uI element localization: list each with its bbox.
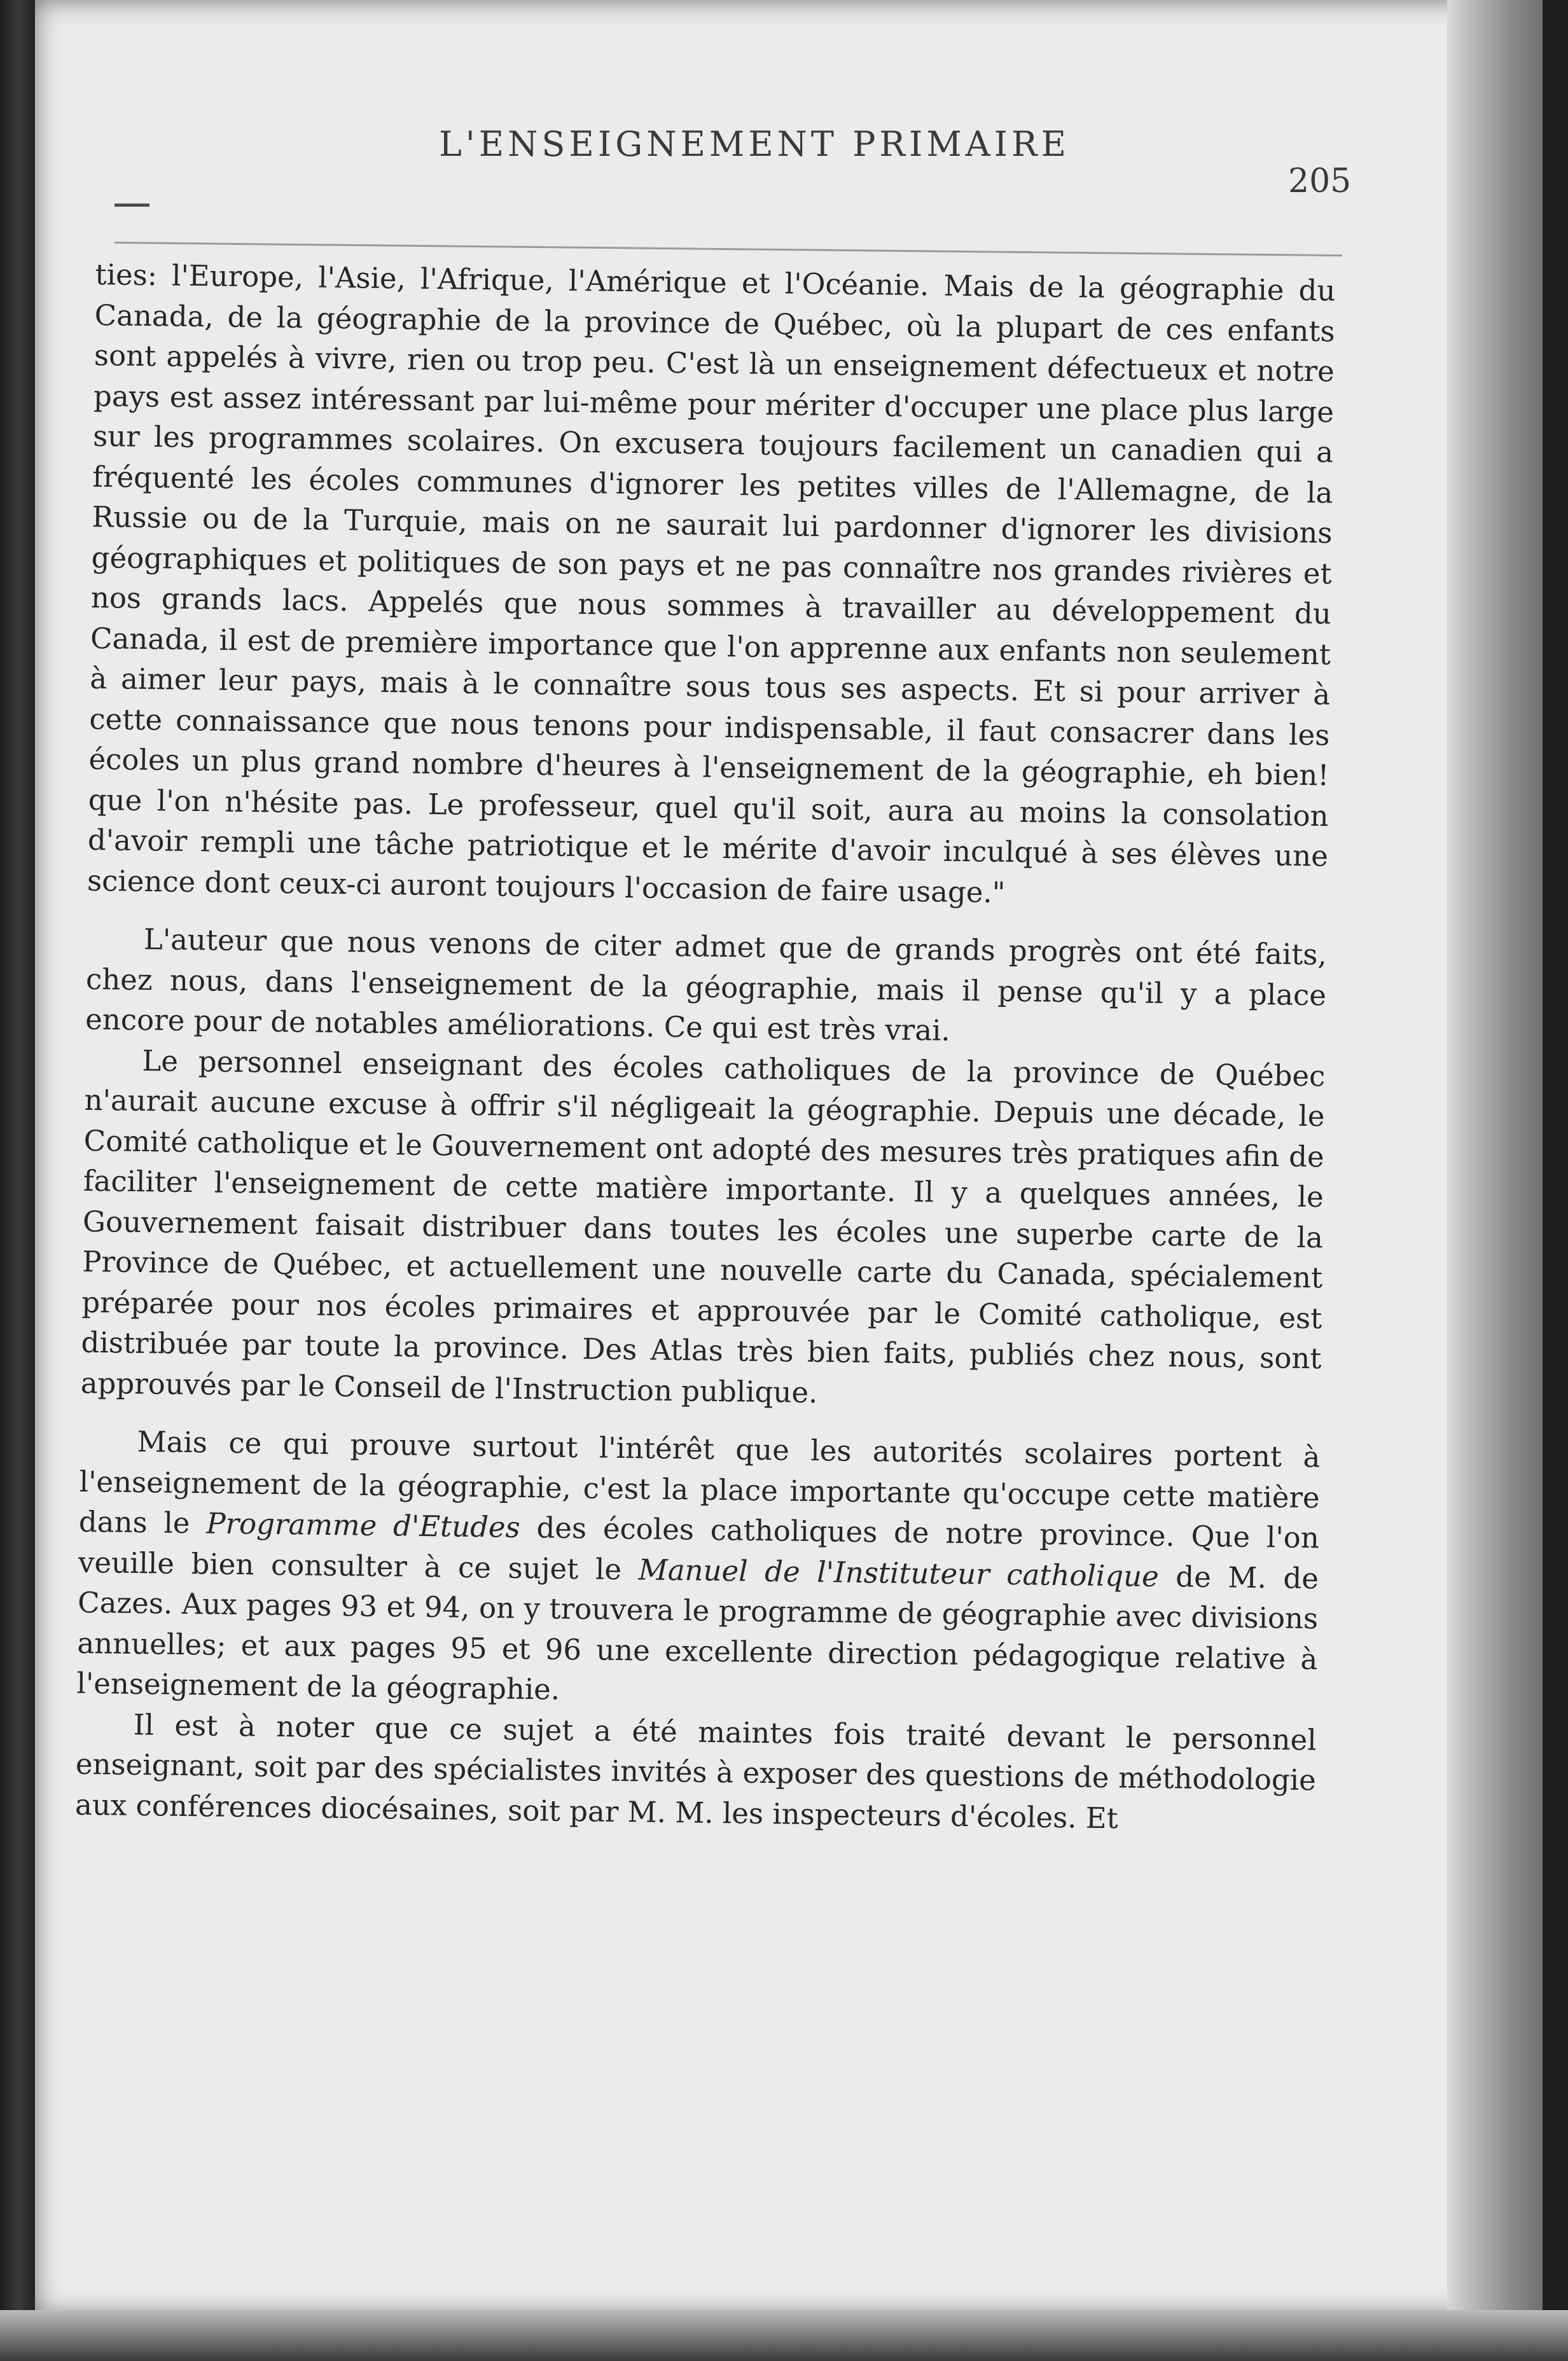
running-header: L'ENSEIGNEMENT PRIMAIRE <box>439 124 1071 164</box>
paragraph-continued-quote: ties: l'Europe, l'Asie, l'Afrique, l'Amérique et l'Océanie. Mais de la géographie du Canada, de la géographie de la province de Québec, où la plupart de ces enfants sont appelés à vivre, rien ou trop peu. C'est là un enseignement défectueux et notre pays est assez intéressant par lui-même pour mériter d'occuper une place plus large sur les programmes scolaires. On excusera toujours facilement un canadien qui a fréquenté les écoles communes d'ignorer les petites villes de l'Allemagne, de la Russie ou de la Turquie, mais on ne saurait lui pardonner d'ignorer les divisions géographiques et politiques de son pays et ne pas connaître nos grandes rivières et nos grands lacs. Appelés que nous sommes à travailler au développement du Canada, il est de première importance que l'on apprenne aux enfants non seulement à aimer leur pays, mais à le connaître sous tous ses aspects. Et si pour arriver à cette connaissance que nous tenons pour indispensable, il faut consacrer dans les écoles un plus grand nombre d'heures à l'enseignement de la géographie, eh bien! que l'on n'hésite pas. Le professeur, quel qu'il soit, aura au moins la consolation d'avoir rempli une tâche patriotique et le mérite d'avoir inculqué à ses élèves une science dont ceux-ci auront toujours l'occasion de faire usage." <box>87 257 1336 910</box>
paragraph-programme <box>76 1421 1321 1720</box>
programme-title: Programme d'Etudes <box>205 1506 521 1544</box>
manuel-title: Manuel de l'Instituteur catholique <box>638 1552 1160 1593</box>
body-text <box>75 254 1336 1841</box>
page-number: 205 <box>1288 162 1352 200</box>
bottom-shadow <box>0 2310 1568 2361</box>
programme-text-1: Mais ce qui prouve surtout l'intérêt que les autorités scolaires portent à l'enseignement de la géographie, c'est la place importante qu'occupe cette matière dans le <box>78 1425 1321 1541</box>
page-edge-shadow <box>1447 0 1543 2315</box>
paragraph-personnel: Le personnel enseignant des écoles catholiques de la province de Québec n'aurait aucune excuse à offrir s'il négligeait la géographie. Depuis une décade, le Comité catholique et le Gouvernement ont adopté des mesures très pratiques afin de faciliter l'enseignement de cette matière importante. Il y a quelques années, le Gouvernement faisait distribuer dans toutes les écoles une superbe carte de la Province de Québec, et actuellement une nouvelle carte du Canada, spécialement préparée pour nos écoles primaires et approuvée par le Comité catholique, est distribuée par toute la province. Des Atlas très bien faits, publiés chez nous, sont approuvés par le Conseil de l'Instruction publique. <box>80 1043 1326 1409</box>
header-rule-mark <box>114 204 149 207</box>
programme-text-3: de M. de Cazes. Aux pages 93 et 94, on y trouvera le programme de géographie avec divisions annuelles; et aux pages 95 et 96 une excellente direction pédagogique relative à l'enseignement de la géographie. <box>76 1559 1319 1707</box>
programme-text-2: des écoles catholiques de notre province. Que l'on veuille bien consulter à ce sujet le <box>78 1510 1320 1586</box>
paragraph-author-comment: L'auteur que nous venons de citer admet que de grands progrès ont été faits, chez nous, dans l'enseignement de la géographie, mais il pense qu'il y a place encore pour de notables améliorations. Ce qui est très vrai. <box>85 922 1328 1048</box>
paragraph-conferences: Il est à noter que ce sujet a été maintes fois traité devant le personnel enseignant, soit par des spécialistes invités à exposer des questions de méthodologie aux conférences diocésaines, soit par M. M. les inspecteurs d'écoles. Et <box>74 1707 1317 1835</box>
